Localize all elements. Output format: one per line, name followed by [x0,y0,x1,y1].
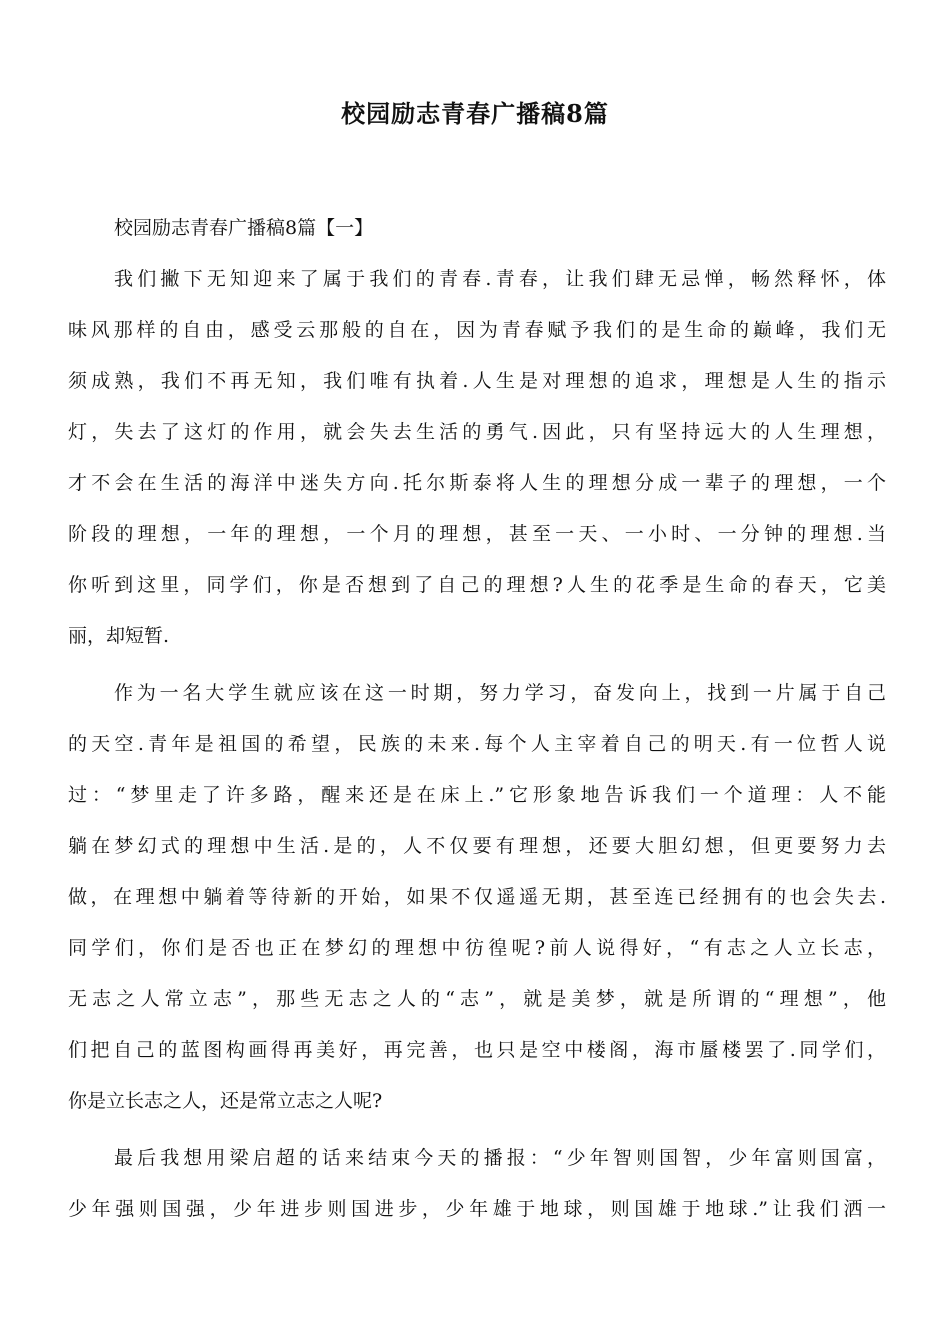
paragraph-line: 作为一名大学生就应该在这一时期，努力学习，奋发向上，找到一片属于自己 [114,682,886,704]
paragraph-line: 躺在梦幻式的理想中生活.是的，人不仅要有理想，还要大胆幻想，但更要努力去 [68,835,886,857]
paragraph-line: 们把自己的蓝图构画得再美好，再完善，也只是空中楼阁，海市蜃楼罢了.同学们， [68,1039,886,1061]
paragraph-line: 最后我想用梁启超的话来结束今天的播报：“少年智则国智，少年富则国富， [114,1147,886,1169]
paragraph-line: 同学们，你们是否也正在梦幻的理想中彷徨呢?前人说得好，“有志之人立长志， [68,937,886,959]
paragraph-line: 少年强则国强，少年进步则国进步，少年雄于地球，则国雄于地球.”让我们洒一 [68,1198,886,1220]
paragraph-line: 你听到这里，同学们，你是否想到了自己的理想?人生的花季是生命的春天，它美 [68,574,886,596]
paragraph-line: 我们撇下无知迎来了属于我们的青春.青春，让我们肆无忌惮，畅然释怀，体 [114,268,886,290]
paragraph-line: 的天空.青年是祖国的希望，民族的未来.每个人主宰着自己的明天.有一位哲人说 [68,733,886,755]
paragraph-line: 味风那样的自由，感受云那般的自在，因为青春赋予我们的是生命的巅峰，我们无 [68,319,886,341]
paragraph-line: 阶段的理想，一年的理想，一个月的理想，甚至一天、一小时、一分钟的理想.当 [68,523,886,545]
paragraph-line: 才不会在生活的海洋中迷失方向.托尔斯泰将人生的理想分成一辈子的理想，一个 [68,472,886,494]
document-body [68,208,886,1235]
paragraph-line: 灯，失去了这灯的作用，就会失去生活的勇气.因此，只有坚持远大的人生理想， [68,421,886,443]
paragraph-line: 无志之人常立志”，那些无志之人的“志”，就是美梦，就是所谓的“理想”，他 [68,988,886,1010]
paragraph-line: 你是立长志之人，还是常立志之人呢? [68,1090,383,1112]
paragraph-3 [68,1133,886,1235]
paragraph-line: 丽，却短暂. [68,625,170,647]
paragraph-line: 做，在理想中躺着等待新的开始，如果不仅遥遥无期，甚至连已经拥有的也会失去. [68,886,886,908]
section-heading: 校园励志青春广播稿8篇【一】 [114,217,374,239]
paragraph-line: 须成熟，我们不再无知，我们唯有执着.人生是对理想的追求，理想是人生的指示 [68,370,886,392]
paragraph-1 [68,254,886,662]
paragraph-line: 过：“梦里走了许多路，醒来还是在床上.”它形象地告诉我们一个道理：人不能 [68,784,886,806]
document-title: 校园励志青春广播稿8篇 [341,99,609,128]
paragraph-2 [68,668,886,1127]
